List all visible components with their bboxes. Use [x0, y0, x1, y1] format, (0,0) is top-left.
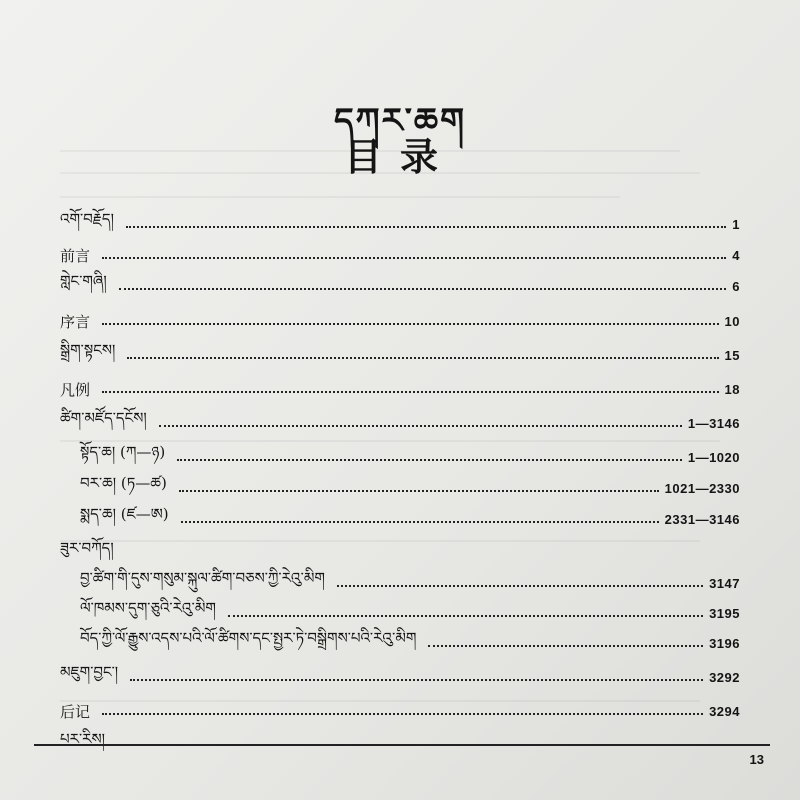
toc-entry-page: 3196 — [709, 635, 740, 651]
dot-leader — [127, 357, 718, 359]
toc-entry-label: ཚིག་མཛོད་དངོས། — [60, 409, 147, 427]
toc-entry-label: བོད་ཀྱི་ལོ་རྒྱུས་འདས་པའི་ལོ་ཚིགས་དང་སྤྱར་ཏེ་བསྒྲིགས་པའི་རེའུ་མིག — [80, 629, 417, 647]
title-chinese: 目录 — [343, 134, 456, 179]
page-number: 13 — [749, 752, 764, 767]
toc-entry-label: ཟུར་བཀོད། — [60, 539, 114, 557]
dot-leader — [130, 679, 703, 681]
toc-entry[interactable] — [80, 504, 740, 534]
toc-entry[interactable] — [60, 240, 740, 270]
dot-leader — [159, 425, 682, 427]
toc-entry[interactable] — [80, 628, 740, 658]
toc-entry-label: 后记 — [60, 702, 91, 721]
toc-entry-page: 3294 — [709, 703, 740, 719]
toc-entry-page: 15 — [724, 347, 740, 363]
footer-rule — [34, 744, 770, 746]
toc-entry-page: 3147 — [709, 575, 740, 591]
toc-entry-page: 3195 — [709, 605, 740, 621]
toc-entry-label: ལོ་ཁམས་དུག་ཅུའི་རེའུ་མིག — [80, 599, 216, 617]
toc-entry[interactable] — [80, 473, 740, 503]
toc-entry-label: 凡例 — [60, 380, 91, 399]
toc-entry-page: 3292 — [709, 669, 740, 685]
dot-leader — [102, 323, 719, 325]
dot-leader — [179, 490, 659, 492]
dot-leader — [126, 226, 726, 228]
bleed-through-line — [60, 196, 620, 198]
toc-entry-label: སྟོད་ཆ། (ཀ—ཉ) — [80, 443, 166, 461]
toc-entry[interactable] — [60, 209, 740, 239]
toc-entry-page: 10 — [724, 313, 740, 329]
dot-leader — [102, 391, 719, 393]
toc-entry[interactable] — [60, 408, 740, 438]
toc-entry-page: 6 — [732, 278, 740, 294]
toc-entry-page: 1021—2330 — [664, 480, 740, 496]
toc-entry-label: 前言 — [60, 246, 91, 265]
toc-entry[interactable] — [60, 374, 740, 404]
dot-leader — [177, 459, 682, 461]
toc-entry-label: བྱ་ཚིག་གི་དུས་གསུམ་སྐུལ་ཚིག་བཅས་ཀྱི་རེའུ་མིག — [80, 569, 325, 587]
dot-leader — [102, 257, 726, 259]
toc-entry-label: པར་རིས། — [60, 730, 105, 748]
dot-leader — [428, 645, 703, 647]
toc-entry-label: མཇུག་བྱང་། — [60, 663, 119, 681]
toc-entry-label: 序言 — [60, 312, 91, 331]
dot-leader — [337, 585, 703, 587]
toc-entry[interactable] — [60, 306, 740, 336]
toc-entry-label: བར་ཆ། (ཏ—ཚ) — [80, 474, 167, 492]
toc-entry-label: སྒྲིག་སྟངས། — [60, 341, 116, 359]
toc-entry-label: གླེང་གཞི། — [60, 272, 107, 290]
dot-leader — [119, 288, 727, 290]
dot-leader — [102, 713, 703, 715]
toc-entry[interactable] — [80, 442, 740, 472]
toc-entry[interactable] — [60, 696, 740, 726]
dot-leader — [228, 615, 703, 617]
toc-entry[interactable] — [60, 662, 740, 692]
toc-entry-page: 2331—3146 — [664, 511, 740, 527]
title-tibetan: དཀར་ཆག — [333, 101, 467, 141]
toc-entry-page: 18 — [724, 381, 740, 397]
toc-entry-page: 1—3146 — [687, 415, 740, 431]
toc-entry-page: 1 — [732, 216, 740, 232]
toc-entry[interactable] — [60, 340, 740, 370]
toc-entry-label: སྨད་ཆ། (ཛ—ཨ) — [80, 505, 169, 523]
toc-entry[interactable] — [60, 271, 740, 301]
dot-leader — [181, 521, 659, 523]
toc-entry-label: འགོ་བརྗོད། — [60, 210, 114, 228]
toc-entry-page: 1—1020 — [687, 449, 740, 465]
toc-entry-page: 4 — [732, 247, 740, 263]
